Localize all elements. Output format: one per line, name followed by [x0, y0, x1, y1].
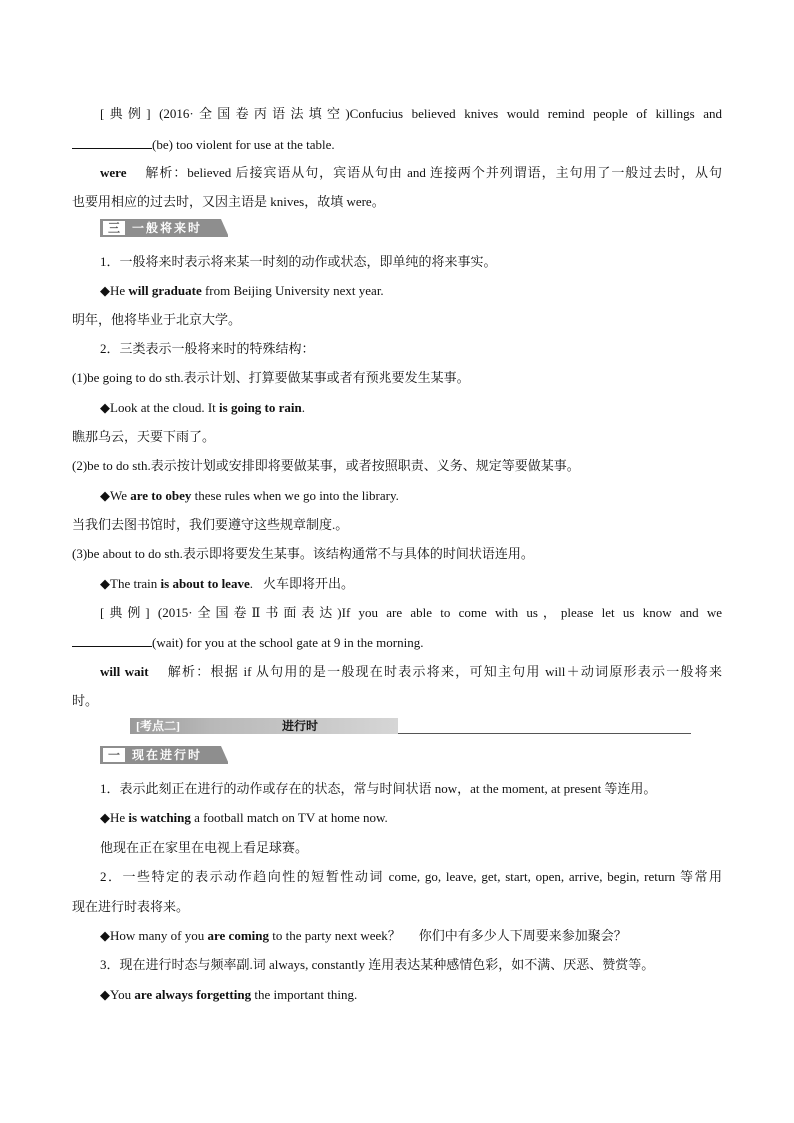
example1-question	[100, 104, 722, 124]
progressive-example-1: ◆He is watching a football match on TV at home now.	[100, 810, 388, 825]
section-badge-future	[100, 219, 228, 237]
future-example-4: ◆The train is about to leave. 火车即将开出。	[100, 576, 354, 591]
answer-blank[interactable]	[72, 134, 152, 149]
answer-blank[interactable]	[72, 632, 152, 647]
example2-question-tail: (wait) for you at the school gate at 9 in the morning.	[152, 635, 424, 650]
example1-answer-line	[100, 163, 722, 183]
example1-answer: were	[100, 165, 127, 180]
example2-answer-line	[100, 662, 722, 682]
kaodian-label: [考点二]	[136, 719, 180, 733]
progressive-example-3: ◆You are always forgetting the important thing.	[100, 987, 358, 1002]
example2-question-text: [典例] (2015·全国卷Ⅱ书面表达)If you are able to come with us，please let us know and we	[100, 605, 722, 620]
example1-blank-line	[72, 134, 722, 154]
example2-analysis: 解析：根据 if 从句用的是一般现在时表示将来，可知主句用 will＋动词原形表示一般将来	[166, 664, 722, 679]
future-example-3-cn: 当我们去图书馆时，我们要遵守这些规章制度.。	[72, 517, 349, 532]
example2-question	[100, 603, 722, 623]
section-number: 三	[103, 221, 125, 235]
example1-analysis-cont: 也要用相应的过去时，又因主语是 knives，故填 were。	[72, 194, 385, 209]
structure-2: (2)be to do sth.表示按计划或安排即将要做某事，或者按照职责、义务、规定等要做某事。	[72, 458, 580, 473]
progressive-point-2-cont: 现在进行时表将来。	[72, 899, 190, 914]
future-point-2: 2．三类表示一般将来时的特殊结构：	[100, 341, 315, 356]
future-example-2: ◆Look at the cloud. It is going to rain.	[100, 400, 305, 415]
future-example-1-cn: 明年，他将毕业于北京大学。	[72, 312, 242, 327]
progressive-point-3: 3．现在进行时态与频率副.词 always, constantly 连用表达某种感情色彩，如不满、厌恶、赞赏等。	[100, 957, 655, 972]
progressive-example-1-cn: 他现在正在家里在电视上看足球赛。	[100, 840, 309, 855]
section-title: 一般将来时	[132, 221, 203, 235]
example1-question-text: [典例] (2016·全国卷丙语法填空)Confucius believed knives would remind people of killings and	[100, 106, 722, 121]
example1-question-tail: (be) too violent for use at the table.	[152, 137, 335, 152]
future-example-1: ◆He will graduate from Beijing University next year.	[100, 283, 384, 298]
future-point-1: 1．一般将来时表示将来某一时刻的动作或状态，即单纯的将来事实。	[100, 254, 497, 269]
kaodian-divider	[398, 733, 691, 734]
kaodian-header	[130, 718, 398, 734]
future-example-3: ◆We are to obey these rules when we go into the library.	[100, 488, 399, 503]
structure-1: (1)be going to do sth.表示计划、打算要做某事或者有预兆要发生某事。	[72, 370, 470, 385]
example2-answer: will wait	[100, 664, 149, 679]
progressive-example-2: ◆How many of you are coming to the party next week？ 你们中有多少人下周要来参加聚会？	[100, 928, 627, 943]
example2-blank-line	[72, 632, 722, 652]
example1-analysis: 解析：believed 后接宾语从句，宾语从句由 and 连接两个并列谓语，主句用了一般过去时，从句	[144, 165, 722, 180]
section-title: 现在进行时	[132, 748, 203, 762]
example2-analysis-cont: 时。	[72, 693, 99, 708]
section-number: 一	[103, 748, 125, 762]
kaodian-title: 进行时	[282, 719, 319, 733]
structure-3: (3)be about to do sth.表示即将要发生某事。该结构通常不与具体的时间状语连用。	[72, 546, 534, 561]
section-badge-progressive	[100, 746, 228, 764]
future-example-2-cn: 瞧那乌云，天要下雨了。	[72, 429, 216, 444]
progressive-point-1: 1．表示此刻正在进行的动作或存在的状态，常与时间状语 now，at the moment, at present 等连用。	[100, 781, 657, 796]
progressive-point-2: 2．一些特定的表示动作趋向性的短暂性动词 come, go, leave, get, start, open, arrive, begin, return 等常用	[100, 869, 722, 884]
